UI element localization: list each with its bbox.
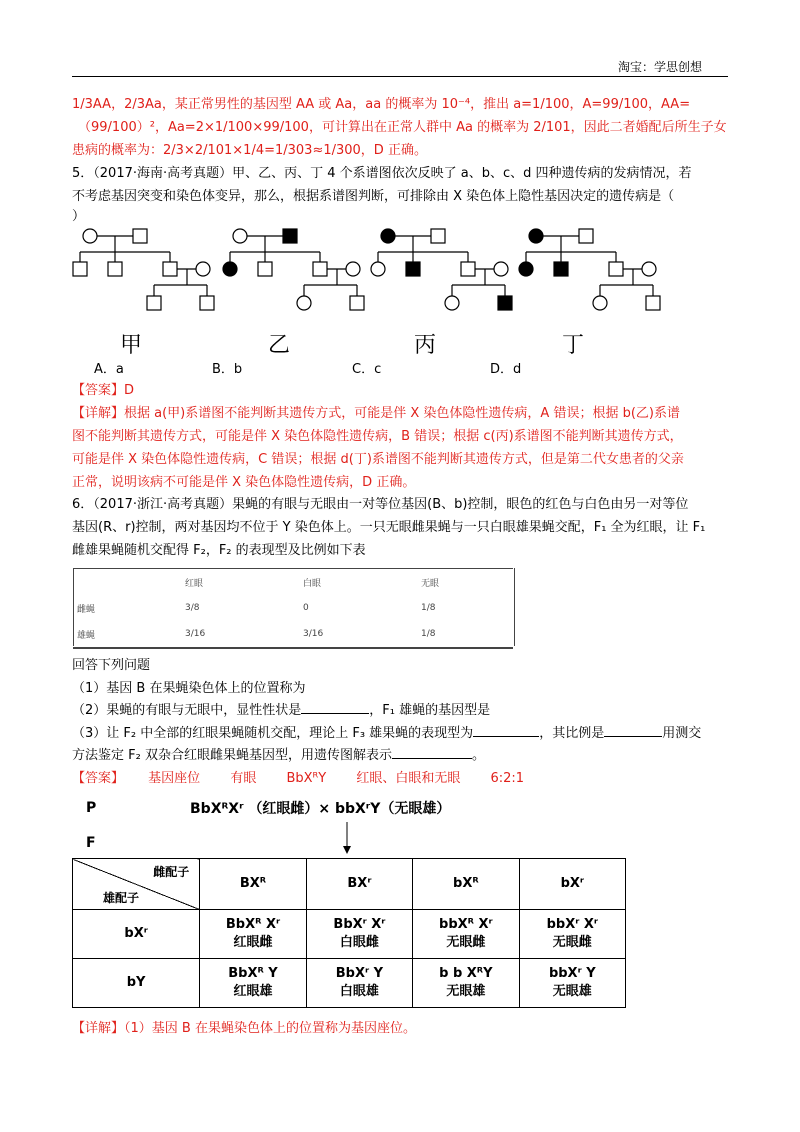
pedigree-diagrams	[62, 214, 662, 329]
blank-line	[392, 758, 472, 759]
genotype: BbXᴿ Xʳ	[225, 917, 281, 932]
header-rule	[72, 76, 728, 77]
option-b: B．b	[212, 362, 243, 377]
phenotype: 无眼雌	[552, 935, 592, 950]
q6-sub1	[72, 678, 732, 699]
genotype: b b XᴿY	[439, 966, 493, 981]
q6-sub2	[72, 700, 732, 721]
arrow-icon	[340, 822, 354, 856]
phenotype: 无眼雄	[552, 984, 592, 999]
q6-sub1-text: （1）基因 B 在果蝇染色体上的位置称为	[72, 681, 306, 696]
gamete-cell: bY	[73, 959, 200, 1008]
blank-line	[301, 713, 369, 714]
phenotype: 无眼雌	[446, 935, 486, 950]
q6-sub3-text-c: 用测交	[662, 726, 702, 741]
q5-line: 不考虑基因突变和染色体变异，那么，根据系谱图判断，可排除由 X 染色体上隐性基因决定的遗传病是（	[72, 189, 675, 204]
parent-label: P	[86, 800, 97, 816]
text-line: 1/3AA，2/3Aa，某正常男性的基因型 AA 或 Aa，aa 的概率为 10⁻⁴，推出 a=1/100，A=99/100，AA=	[72, 97, 691, 112]
table-row	[73, 910, 626, 959]
offspring-cell	[306, 910, 412, 959]
table-row	[73, 959, 626, 1008]
phenotype: 白眼雌	[339, 935, 379, 950]
offspring-cell	[413, 910, 519, 959]
cross-expression: BbXᴿXʳ （红眼雌）× bbXʳY（无眼雄）	[190, 801, 451, 817]
phenotype: 白眼雄	[339, 984, 379, 999]
q5-detail-line: 正常，说明该病不可能是伴 X 染色体隐性遗传病，D 正确。	[72, 475, 416, 490]
offspring-cell	[200, 959, 306, 1008]
genotype: BbXᴿ Y	[228, 966, 278, 981]
answer-part: 有眼	[230, 771, 257, 786]
table-cell: 雄蝇	[73, 621, 181, 648]
offspring-cell	[519, 959, 625, 1008]
offspring-cell	[200, 910, 306, 959]
table-cell: 3/16	[181, 621, 299, 648]
table-header	[73, 569, 181, 596]
table-row	[73, 595, 513, 621]
table-row	[73, 569, 513, 596]
phenotype: 红眼雌	[233, 935, 273, 950]
pedigree-label-jia: 甲	[120, 333, 143, 358]
table-cell: 雌蝇	[77, 604, 96, 615]
q6-sub3-text-d: 方法鉴定 F₂ 双杂合红眼雌果蝇基因型，用遗传图解表示	[72, 748, 392, 763]
blank-line	[604, 736, 662, 737]
offspring-cell	[413, 959, 519, 1008]
f-label: F	[86, 835, 96, 851]
table-cell: 3/8	[185, 603, 200, 613]
table-cell: 1/8	[421, 603, 436, 613]
q6-ask: 回答下列问题	[72, 658, 151, 673]
pedigree-bing	[371, 229, 512, 310]
gamete-cell: BXʳ	[306, 859, 412, 910]
table-header: 红眼	[181, 569, 299, 596]
table-cell: 3/16	[299, 621, 417, 648]
gamete-cell: BXᴿ	[200, 859, 306, 910]
q6-line: 雌雄果蝇随机交配得 F₂，F₂ 的表现型及比例如下表	[72, 543, 366, 558]
data-table	[73, 568, 513, 649]
q6-line: 基因(R、r)控制，两对基因均不位于 Y 染色体上。一只无眼雌果蝇与一只白眼雄果蝇交配，F₁ 全为红眼，让 F₁	[72, 520, 706, 535]
pedigree-ding	[519, 229, 660, 310]
genotype: bbXᴿ Xʳ	[439, 917, 493, 932]
page-header: 淘宝：学思创想	[618, 60, 703, 74]
q6-answer	[72, 768, 732, 789]
q6-sub3-cont	[72, 745, 732, 766]
genotype: bbXʳ Y	[548, 966, 596, 981]
offspring-cell	[519, 910, 625, 959]
q5-detail-line: 可能是伴 X 染色体隐性遗传病，C 错误；根据 d(丁)系谱图不能判断其遗传方式，但是第二代女患者的父亲	[72, 452, 684, 467]
answer-part: BbXᴿY	[286, 771, 327, 786]
table-row	[73, 621, 513, 648]
table-row	[73, 859, 626, 910]
answer-part: 红眼、白眼和无眼	[356, 771, 461, 786]
q6-sub3	[72, 723, 732, 744]
q5-detail-line: 图不能判断其遗传方式，可能是伴 X 染色体隐性遗传病，B 错误；根据 c(丙)系谱图不能判断其遗传方式，	[72, 429, 683, 444]
pedigree-label-yi: 乙	[268, 333, 291, 358]
pedigree-yi	[223, 229, 364, 310]
phenotype: 无眼雄	[446, 984, 486, 999]
gamete-cell: bXʳ	[73, 910, 200, 959]
option-a: A．a	[94, 362, 124, 377]
option-d: D．d	[490, 362, 522, 377]
corner-bottom: 雄配子	[103, 891, 140, 905]
genotype: BbXʳ Y	[335, 966, 384, 981]
offspring-cell	[306, 959, 412, 1008]
phenotype: 红眼雄	[233, 984, 273, 999]
answer-label: 【答案】	[72, 771, 125, 786]
text-line: （99/100）²，Aa=2×1/100×99/100，可计算出在正常人群中 Aa 的概率为 2/101，因此二者婚配后所生子女	[78, 120, 727, 135]
q6-sub2-text-a: （2）果蝇的有眼与无眼中，显性性状是	[72, 703, 302, 718]
punnett-table	[72, 858, 626, 1008]
q5-answer: 【答案】D	[72, 383, 135, 398]
table-header: 无眼	[417, 569, 513, 596]
table-header: 白眼	[299, 569, 417, 596]
corner-top: 雌配子	[153, 865, 190, 879]
gamete-cell: bXʳ	[519, 859, 625, 910]
pedigree-label-bing: 丙	[414, 333, 437, 358]
answer-part: 基因座位	[148, 771, 201, 786]
table-cell: 0	[303, 603, 309, 613]
q6-line: 6．（2017·浙江·高考真题）果蝇的有眼与无眼由一对等位基因(B、b)控制，眼色的红色与白色由另一对等位	[72, 497, 689, 512]
pedigree-jia	[73, 229, 214, 310]
table-cell: 1/8	[417, 621, 513, 648]
q5-detail-line: 【详解】根据 a(甲)系谱图不能判断其遗传方式，可能是伴 X 染色体隐性遗传病，A 错误；根据 b(乙)系谱	[72, 406, 680, 421]
q5-line: 5．（2017·海南·高考真题）甲、乙、丙、丁 4 个系谱图依次反映了 a、b、c、d 四种遗传病的发病情况，若	[72, 166, 692, 181]
genotype: bbXʳ Xʳ	[546, 917, 598, 932]
q6-sub3-text-e: 。	[471, 748, 485, 763]
q6-sub3-text-b: ，其比例是	[539, 726, 605, 741]
answer-part: 6:2:1	[490, 771, 525, 786]
pedigree-label-ding: 丁	[562, 333, 585, 358]
q5-line: ）	[72, 209, 86, 224]
q6-detail: 【详解】（1）基因 B 在果蝇染色体上的位置称为基因座位。	[72, 1021, 416, 1036]
q6-sub2-text-b: ，F₁ 雄蝇的基因型是	[369, 703, 491, 718]
genotype: BbXʳ Xʳ	[333, 917, 386, 932]
option-c: C．c	[352, 362, 382, 377]
q6-sub3-text-a: （3）让 F₂ 中全部的红眼果蝇随机交配，理论上 F₃ 雄果蝇的表现型为	[72, 726, 474, 741]
blank-line	[473, 736, 539, 737]
corner-cell	[73, 859, 200, 910]
gamete-cell: bXᴿ	[413, 859, 519, 910]
text-line: 患病的概率为：2/3×2/101×1/4=1/303≈1/300，D 正确。	[72, 143, 427, 158]
